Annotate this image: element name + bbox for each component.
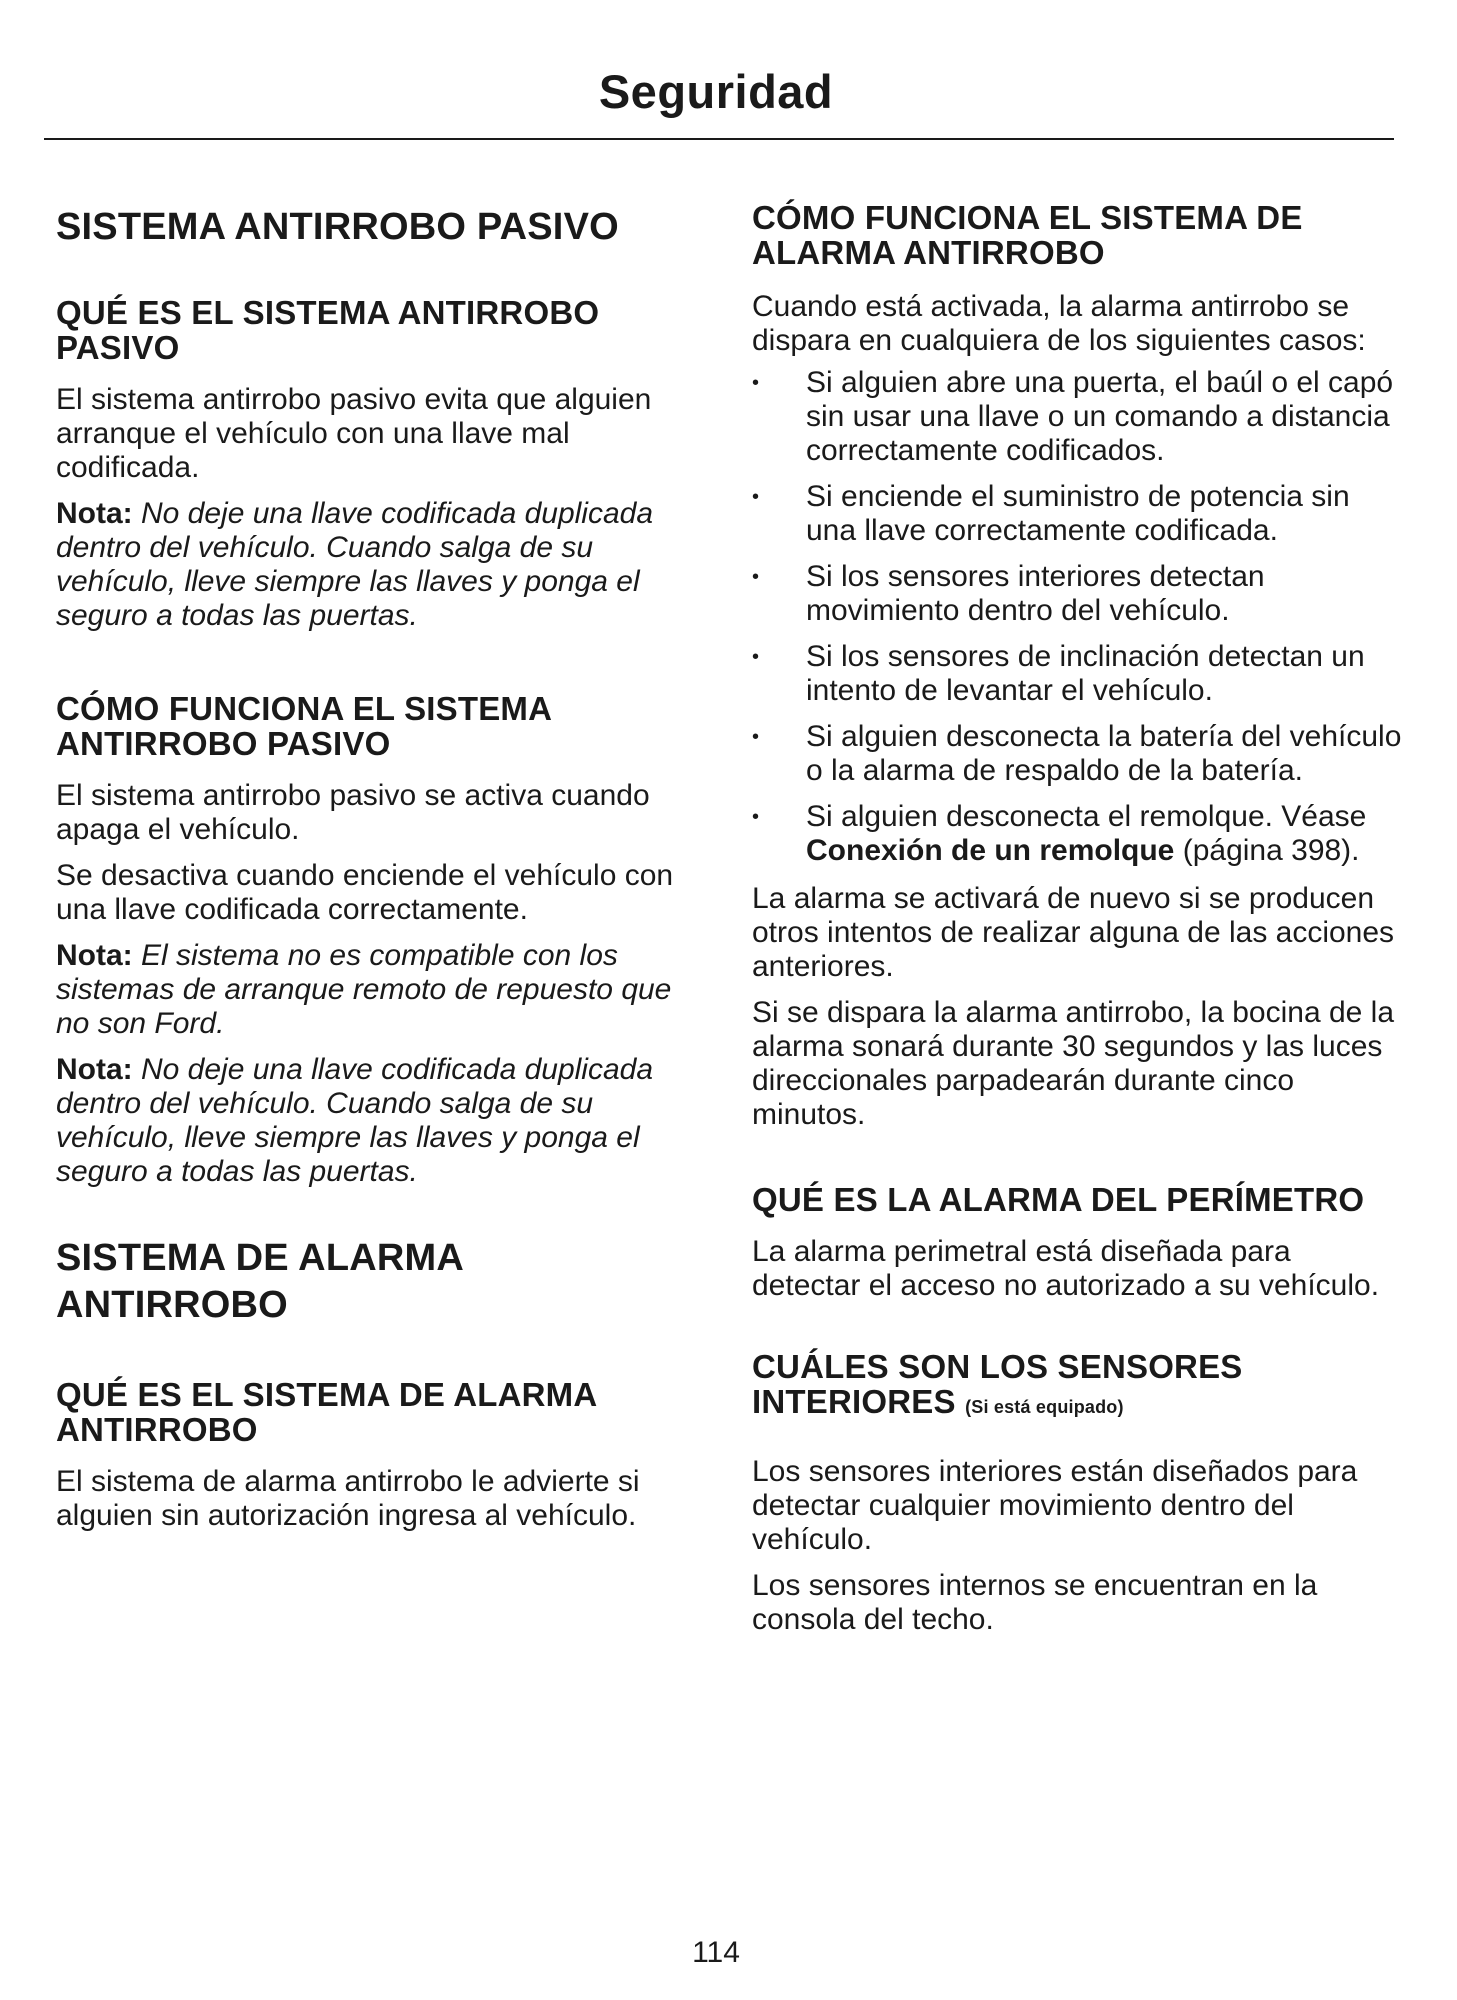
list-item: • Si alguien abre una puerta, el baúl o el capó sin usar una llave o un comando a distancia correctamente codificados. xyxy=(752,366,1402,468)
note-remote-start xyxy=(56,939,696,1041)
right-column xyxy=(752,200,1402,1637)
note-label: Nota: xyxy=(56,939,133,972)
paragraph-passive-activation: El sistema antirrobo pasivo se activa cuando apaga el vehículo. xyxy=(56,779,650,846)
note-text: El sistema no es compatible con los sistemas de arranque remoto de repuesto que no son Ford. xyxy=(56,939,672,1040)
subsection-title-what-is-alarm: QUÉ ES EL SISTEMA DE ALARMA ANTIRROBO xyxy=(56,1376,597,1448)
list-item: • Si enciende el suministro de potencia sin una llave correctamente codificada. xyxy=(752,480,1402,548)
trailer-text: Si alguien desconecta el remolque. Véase xyxy=(806,800,1367,833)
paragraph-sensor-location: Los sensores internos se encuentran en la consola del techo. xyxy=(752,1569,1318,1636)
list-item: • Si los sensores interiores detectan movimiento dentro del vehículo. xyxy=(752,560,1402,628)
note-label: Nota: xyxy=(56,1053,133,1086)
note-text: No deje una llave codificada duplicada dentro del vehículo. Cuando salga de su vehículo, lleve siempre las llaves y ponga el seguro a todas las puertas. xyxy=(56,1053,654,1188)
page-number: 114 xyxy=(692,1936,740,1969)
list-item: • Si alguien desconecta la batería del vehículo o la alarma de respaldo de la batería. xyxy=(752,720,1402,788)
subsection-title-interior-sensors xyxy=(752,1349,1402,1425)
list-item: • Si los sensores de inclinación detectan un intento de levantar el vehículo. xyxy=(752,640,1402,708)
trailer-page-ref: (página 398). xyxy=(1182,834,1360,867)
list-item-trailer xyxy=(752,800,1402,868)
note-passive-key xyxy=(56,497,696,633)
equipped-suffix: (Si está equipado) xyxy=(965,1397,1124,1417)
alarm-trigger-list xyxy=(752,366,1402,868)
paragraph-passive-deactivation: Se desactiva cuando enciende el vehículo con una llave codificada correctamente. xyxy=(56,859,674,926)
paragraph-alarm-intro: Cuando está activada, la alarma antirrobo se dispara en cualquiera de los siguientes casos: xyxy=(752,290,1366,357)
note-duplicate-key xyxy=(56,1053,696,1189)
paragraph-alarm-horn: Si se dispara la alarma antirrobo, la bocina de la alarma sonará durante 30 segundos y las luces direccionales parpadearán durante cinco minutos. xyxy=(752,996,1395,1131)
page-header-title: Seguridad xyxy=(598,65,834,118)
note-text: No deje una llave codificada duplicada dentro del vehículo. Cuando salga de su vehículo, lleve siempre las llaves y ponga el seguro a todas las puertas. xyxy=(56,497,654,632)
header-divider xyxy=(44,138,1394,140)
paragraph-passive-description: El sistema antirrobo pasivo evita que alguien arranque el vehículo con una llave mal codificada. xyxy=(56,383,652,484)
subsection-title-how-passive-works: CÓMO FUNCIONA EL SISTEMA ANTIRROBO PASIVO xyxy=(56,690,551,762)
paragraph-alarm-rearm: La alarma se activará de nuevo si se producen otros intentos de realizar alguna de las acciones anteriores. xyxy=(752,882,1395,983)
subsection-title-perimeter-alarm: QUÉ ES LA ALARMA DEL PERÍMETRO xyxy=(752,1181,1365,1218)
note-label: Nota: xyxy=(56,497,133,530)
paragraph-alarm-description: El sistema de alarma antirrobo le advierte si alguien sin autorización ingresa al vehículo. xyxy=(56,1465,640,1532)
paragraph-interior-sensors: Los sensores interiores están diseñados para detectar cualquier movimiento dentro del vehículo. xyxy=(752,1455,1358,1556)
left-column xyxy=(56,200,696,1533)
subsection-title-how-alarm-works: CÓMO FUNCIONA EL SISTEMA DE ALARMA ANTIRROBO xyxy=(752,199,1303,271)
paragraph-perimeter-description: La alarma perimetral está diseñada para detectar el acceso no autorizado a su vehículo. xyxy=(752,1235,1380,1302)
trailer-connection-link[interactable]: Conexión de un remolque xyxy=(806,834,1175,867)
subsection-title-what-is-passive: QUÉ ES EL SISTEMA ANTIRROBO PASIVO xyxy=(56,294,600,366)
section-title-passive-antitheft: SISTEMA ANTIRROBO PASIVO xyxy=(56,206,619,248)
section-title-alarm-system: SISTEMA DE ALARMA ANTIRROBO xyxy=(56,1237,463,1326)
interior-sensors-title-text: CUÁLES SON LOS SENSORES INTERIORES xyxy=(752,1348,1243,1420)
